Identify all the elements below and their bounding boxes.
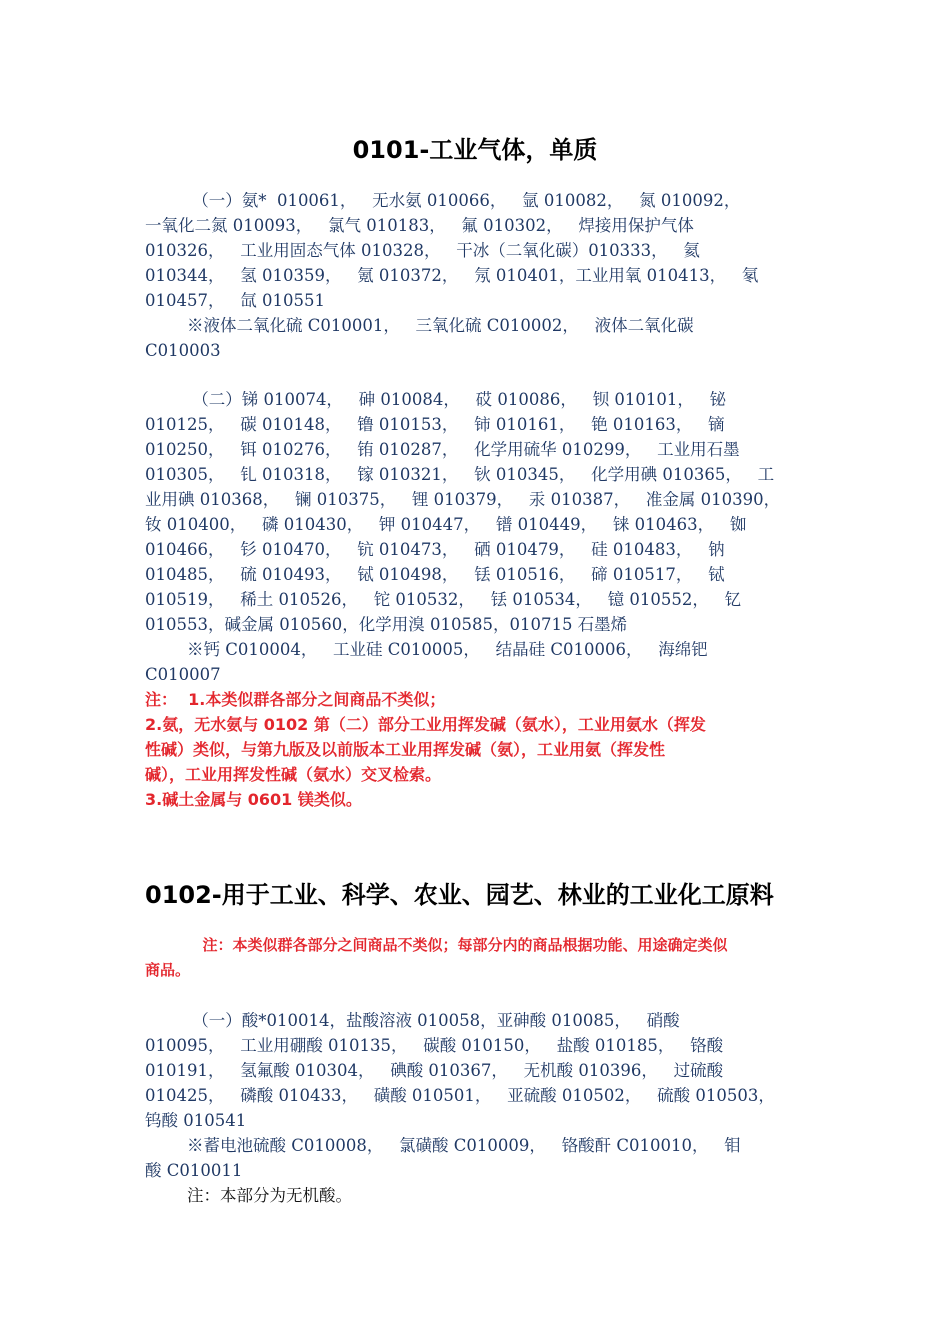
text-line: 酸 C010011 — [145, 1161, 243, 1180]
intro-0102 — [145, 933, 810, 983]
text-line: 010326， 工业用固态气体 010328， 干冰（二氧化碳）010333， 氦 — [145, 241, 700, 260]
note-0102 — [145, 1183, 810, 1208]
text-line: 010519， 稀土 010526， 铊 010532， 铥 010534， 镱 010552， 钇 — [145, 590, 742, 609]
text-line: 010305， 钆 010318， 镓 010321， 钬 010345， 化学用碘 010365， 工 — [145, 465, 775, 484]
text-line: ※蓄电池硫酸 C010008， 氯磺酸 C010009， 铬酸酐 C010010， 钼 — [145, 1136, 741, 1155]
text-line: 010485， 硫 010493， 铽 010498， 铥 010516， 碲 010517， 铽 — [145, 565, 725, 584]
text-line: C010003 — [145, 341, 221, 360]
text-line: 010466， 钐 010470， 钪 010473， 硒 010479， 硅 010483， 钠 — [145, 540, 725, 559]
group-0102-1 — [145, 1008, 810, 1183]
note-line: 注： 1.本类似群各部分之间商品不类似； — [145, 690, 446, 709]
note-line: 注：本部分为无机酸。 — [145, 1186, 352, 1205]
text-line: 010191， 氢氟酸 010304， 碘酸 010367， 无机酸 010396， 过硫酸 — [145, 1061, 724, 1080]
text-line: 010095， 工业用硼酸 010135， 碳酸 010150， 盐酸 010185， 铬酸 — [145, 1036, 724, 1055]
text-line: 钕 010400， 磷 010430， 钾 010447， 镨 010449， 铼 010463， 铷 — [145, 515, 747, 534]
group-0101-1 — [145, 188, 810, 363]
note-line: 性碱）类似，与第九版及以前版本工业用挥发碱（氨），工业用氨（挥发性 — [145, 740, 666, 759]
note-line: 2.氨，无水氨与 0102 第（二）部分工业用挥发碱（氨水），工业用氨水（挥发 — [145, 715, 706, 734]
note-line: 碱），工业用挥发性碱（氨水）交叉检索。 — [145, 765, 442, 784]
section-title-0101: 0101-工业气体，单质 — [352, 136, 598, 164]
text-line: 010344， 氢 010359， 氪 010372， 氖 010401，工业用氧 010413， 氡 — [145, 266, 759, 285]
text-line: 010553，碱金属 010560，化学用溴 010585，010715 石墨烯 — [145, 615, 628, 634]
notes-0101 — [145, 687, 810, 812]
text-line: （一）氨* 010061， 无水氨 010066， 氩 010082， 氮 010092， — [145, 191, 741, 210]
text-line: 010250， 铒 010276， 铕 010287， 化学用硫华 010299， 工业用石墨 — [145, 440, 740, 459]
group-0101-2 — [145, 387, 810, 687]
text-line: C010007 — [145, 665, 221, 684]
note-line: 注：本类似群各部分之间商品不类似；每部分内的商品根据功能、用途确定类似 — [145, 936, 728, 954]
note-line: 商品。 — [145, 961, 191, 979]
text-line: 010425， 磷酸 010433， 磺酸 010501， 亚硫酸 010502， 硫酸 010503， — [145, 1086, 775, 1105]
text-line: ※液体二氧化硫 C010001， 三氧化硫 C010002， 液体二氧化碳 — [145, 316, 694, 335]
text-line: 一氧化二氮 010093， 氯气 010183， 氟 010302， 焊接用保护气体 — [145, 216, 694, 235]
text-line: （一）酸*010014，盐酸溶液 010058，亚砷酸 010085， 硝酸 — [145, 1011, 680, 1030]
text-line: （二）锑 010074， 砷 010084， 砹 010086， 钡 010101， 铋 — [145, 390, 727, 409]
text-line: ※钙 C010004， 工业硅 C010005， 结晶硅 C010006， 海绵钯 — [145, 640, 708, 659]
note-line: 3.碱土金属与 0601 镁类似。 — [145, 790, 362, 809]
text-line: 钨酸 010541 — [145, 1111, 247, 1130]
text-line: 业用碘 010368， 镧 010375， 锂 010379， 汞 010387， 准金属 010390， — [145, 490, 781, 509]
text-line: 010457， 氙 010551 — [145, 291, 325, 310]
section-title-0102: 0102-用于工业、科学、农业、园艺、林业的工业化工原料 — [145, 881, 774, 909]
text-line: 010125， 碳 010148， 镥 010153， 铈 010161， 铯 010163， 镝 — [145, 415, 725, 434]
